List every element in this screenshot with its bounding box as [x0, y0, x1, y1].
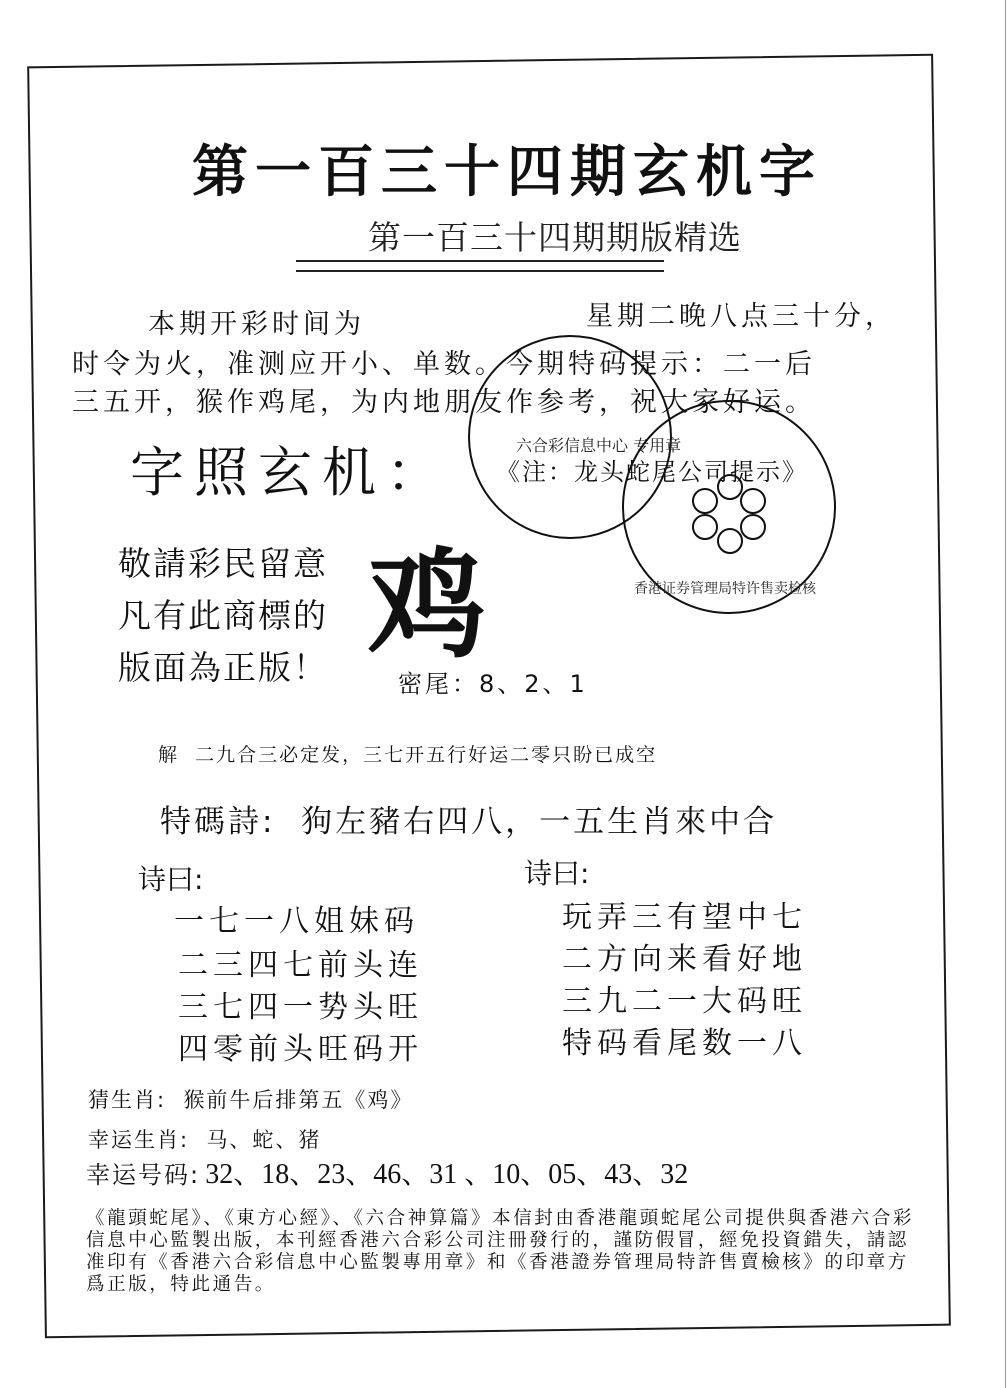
guess-zodiac-value: 猴前牛后排第五《鸡》 — [183, 1088, 414, 1112]
secret-tail-label: 密尾： — [398, 670, 479, 698]
poem-left-line: 三七四一势头旺 — [178, 990, 423, 1025]
intro-line-2: 时令为火，准测应开小、单数。今期特码提示：二一后 — [72, 349, 816, 380]
notice-line: 版面為正版！ — [118, 648, 328, 687]
subtitle-underline-1 — [296, 260, 664, 262]
poem-left-line: 四零前头旺码开 — [178, 1032, 423, 1067]
stamp1-text: 六合彩信息中心 专用章 — [516, 436, 682, 455]
special-poem — [160, 796, 777, 841]
notice-line: 凡有此商標的 — [118, 596, 328, 635]
riddle-character: 鸡 — [368, 535, 487, 674]
poem-right-heading: 诗曰: — [524, 857, 590, 890]
explanation — [158, 740, 657, 767]
special-poem-text: 狗左豬右四八，一五生肖來中合 — [301, 804, 778, 840]
intro-note: 《注：龙头蛇尾公司提示》 — [496, 458, 808, 486]
guess-zodiac — [88, 1084, 413, 1114]
draw-time-label: 本期开彩时间为 — [148, 309, 365, 340]
subtitle-underline-2 — [296, 270, 664, 272]
footer-disclaimer: 《龍頭蛇尾》、《東方心經》、《六合神算篇》本信封由香港龍頭蛇尾公司提供與香港六合彩信息中心監製出版，本刊經香港六合彩公司注冊發行的，謹防假冒，經免投資錯失，請認准印有《香港六合彩信息中心監製專用章》和《香港證券管理局特許售賣檢核》的印章方爲正版，特此通告。 — [86, 1208, 915, 1295]
explanation-text: 二九合三必定发，三七开五行好运二零只盼已成空 — [195, 744, 658, 766]
page-title: 第一百三十四期玄机字 — [192, 139, 822, 205]
poem-left-line: 一七一八姐妹码 — [174, 904, 419, 939]
poem-left-line: 二三四七前头连 — [178, 948, 423, 983]
poem-right-line: 玩弄三有望中七 — [562, 900, 807, 935]
stamp2-text: 香港证券管理局特许售卖检核 — [634, 581, 816, 597]
secret-tail-values: 8、2、1 — [479, 670, 588, 698]
special-poem-label: 特碼詩: — [160, 804, 276, 840]
poem-right-line: 三九二一大码旺 — [562, 984, 807, 1019]
lucky-numbers-label: 幸运号码: — [86, 1161, 201, 1189]
lucky-zodiac-label: 幸运生肖: — [88, 1128, 190, 1152]
poem-left-heading: 诗曰: — [138, 863, 204, 896]
page-subtitle: 第一百三十四期期版精选 — [368, 218, 742, 257]
poem-right-line: 二方向来看好地 — [562, 942, 807, 977]
secret-tail — [398, 664, 588, 699]
draw-time-value: 星期二晚八点三十分， — [586, 301, 896, 332]
flower-emblem-icon — [688, 472, 768, 552]
intro-line-3: 三五开，猴作鸡尾，为内地朋友作参考，祝大家好运。 — [72, 387, 816, 418]
lucky-numbers-values: 32、18、23、46、31 、10、05、43、32 — [205, 1159, 689, 1190]
lucky-zodiac — [88, 1124, 321, 1154]
lucky-zodiac-value: 马、蛇、猪 — [206, 1128, 322, 1152]
guess-zodiac-label: 猜生肖: — [88, 1088, 167, 1112]
authenticity-notice — [118, 538, 328, 694]
explanation-label: 解 — [158, 744, 180, 766]
lucky-numbers — [86, 1152, 688, 1192]
poem-right-line: 特码看尾数一八 — [562, 1026, 807, 1061]
riddle-label: 字照玄机： — [130, 441, 450, 504]
scan-edge-line — [1005, 0, 1006, 1388]
notice-line: 敬請彩民留意 — [118, 544, 328, 583]
